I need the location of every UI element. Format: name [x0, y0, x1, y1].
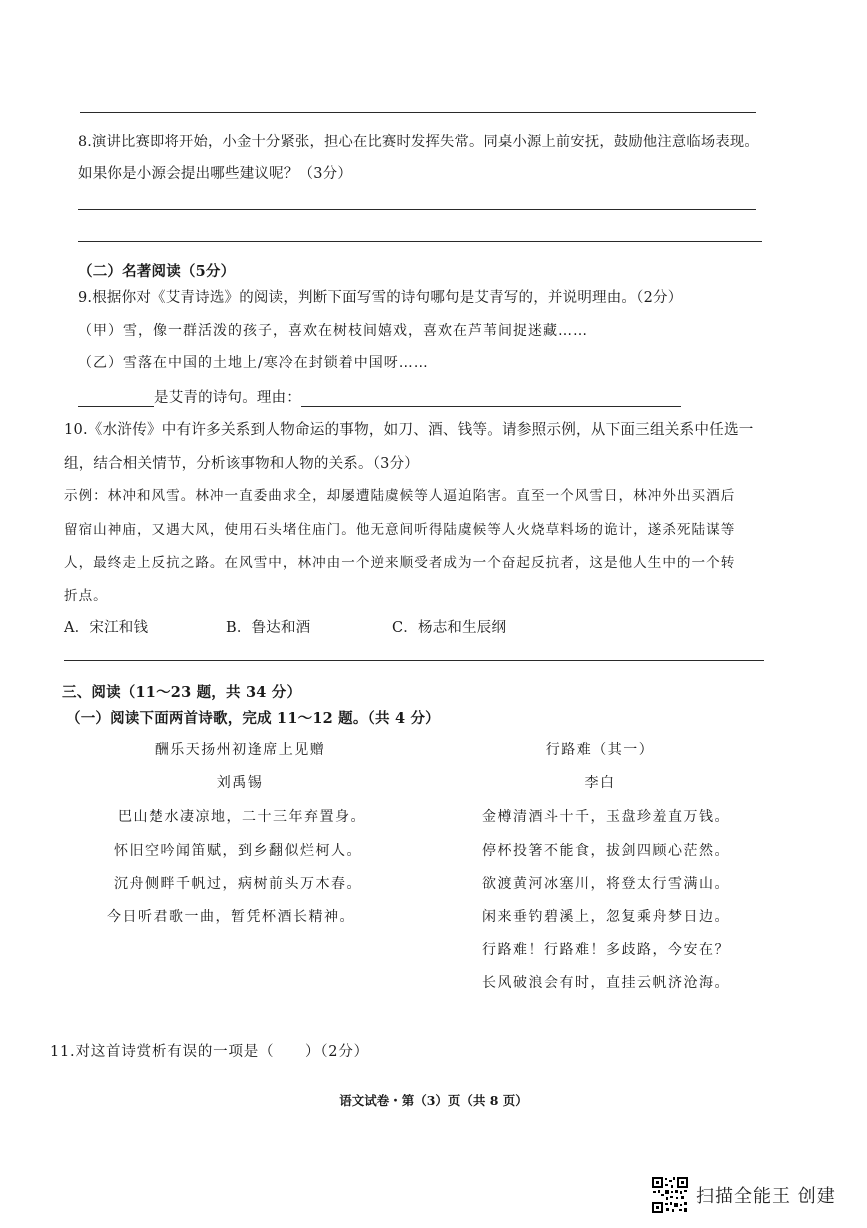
- q9-prompt: 9.根据你对《艾青诗选》的阅读，判断下面写雪的诗句哪句是艾青写的，并说明理由。（2分）: [78, 290, 683, 306]
- q10-example-line: 示例：林冲和风雪。林冲一直委曲求全，却屡遭陆虞候等人逼迫陷害。直至一个风雪日，林冲外出买酒后: [64, 488, 736, 504]
- answer-line[interactable]: [78, 209, 756, 210]
- q10-line1: 10.《水浒传》中有许多关系到人物命运的事物，如刀、酒、钱等。请参照示例，从下面三组关系中任选一: [64, 421, 754, 438]
- poem1-author: 刘禹锡: [216, 775, 264, 791]
- poem1-line: 沉舟侧畔千帆过，病树前头万木春。: [114, 876, 362, 892]
- scanner-watermark: 扫描全能王 创建: [696, 1186, 836, 1207]
- q9-answer-row: [78, 386, 681, 407]
- answer-blank[interactable]: [301, 390, 681, 407]
- page-footer: 语文试卷・第（3）页（共 8 页）: [339, 1093, 528, 1108]
- poem2-line: 停杯投箸不能食，拔剑四顾心茫然。: [482, 843, 730, 859]
- q11-prompt: 11.对这首诗赏析有误的一项是（ ）（2分）: [50, 1044, 369, 1060]
- poem2-line: 行路难！行路难！多歧路，今安在？: [482, 942, 730, 958]
- q9-option-jia: （甲）雪，像一群活泼的孩子，喜欢在树枝间嬉戏，喜欢在芦苇间捉迷藏……: [78, 323, 588, 339]
- q9-option-yi: （乙）雪落在中国的土地上/寒冷在封锁着中国呀……: [78, 355, 429, 371]
- q9-answer-text: 是艾青的诗句。理由：: [154, 390, 301, 406]
- q10-line2: 组，结合相关情节，分析该事物和人物的关系。（3分）: [64, 456, 419, 472]
- poem2-line: 金樽清酒斗十千，玉盘珍羞直万钱。: [482, 809, 730, 825]
- q8-line2: 如果你是小源会提出哪些建议呢？（3分）: [78, 166, 353, 182]
- answer-blank[interactable]: [78, 390, 154, 407]
- poem2-title: 行路难（其一）: [545, 742, 655, 758]
- q8-line1: 8.演讲比赛即将开始，小金十分紧张，担心在比赛时发挥失常。同桌小源上前安抚，鼓励他注意临场表现。: [78, 134, 759, 150]
- q10-example-line: 人，最终走上反抗之路。在风雪中，林冲由一个逆来顺受者成为一个奋起反抗者，这是他人生中的一个转: [64, 555, 736, 571]
- poem1-line: 巴山楚水凄凉地，二十三年弃置身。: [118, 809, 366, 825]
- q10-option-b: B．鲁达和酒: [226, 620, 311, 636]
- section-subheader-poems: （一）阅读下面两首诗歌，完成 11～12 题。（共 4 分）: [66, 710, 440, 727]
- q10-option-a: A．宋江和钱: [64, 620, 149, 636]
- answer-line[interactable]: [64, 660, 764, 661]
- q10-option-c: C．杨志和生辰纲: [392, 620, 507, 636]
- poem1-line: 今日听君歌一曲，暂凭杯酒长精神。: [107, 909, 355, 925]
- section-header-reading: 三、阅读（11～23 题，共 34 分）: [62, 684, 302, 701]
- qr-code-icon: [651, 1176, 689, 1214]
- poem2-line: 闲来垂钓碧溪上，忽复乘舟梦日边。: [482, 909, 730, 925]
- poem2-author: 李白: [584, 775, 616, 791]
- section-header-classics: （二）名著阅读（5分）: [78, 263, 236, 280]
- answer-line[interactable]: [78, 241, 762, 242]
- poem2-line: 长风破浪会有时，直挂云帆济沧海。: [482, 975, 730, 991]
- q10-example-line: 折点。: [64, 588, 108, 604]
- answer-line: [80, 112, 756, 113]
- poem1-title: 酬乐天扬州初逢席上见赠: [154, 742, 326, 758]
- poem2-line: 欲渡黄河冰塞川，将登太行雪满山。: [482, 876, 730, 892]
- q10-example-line: 留宿山神庙，又遇大风，使用石头堵住庙门。他无意间听得陆虞候等人火烧草料场的诡计，遂杀死陆谋等: [64, 522, 736, 538]
- poem1-line: 怀旧空吟闻笛赋，到乡翻似烂柯人。: [114, 843, 362, 859]
